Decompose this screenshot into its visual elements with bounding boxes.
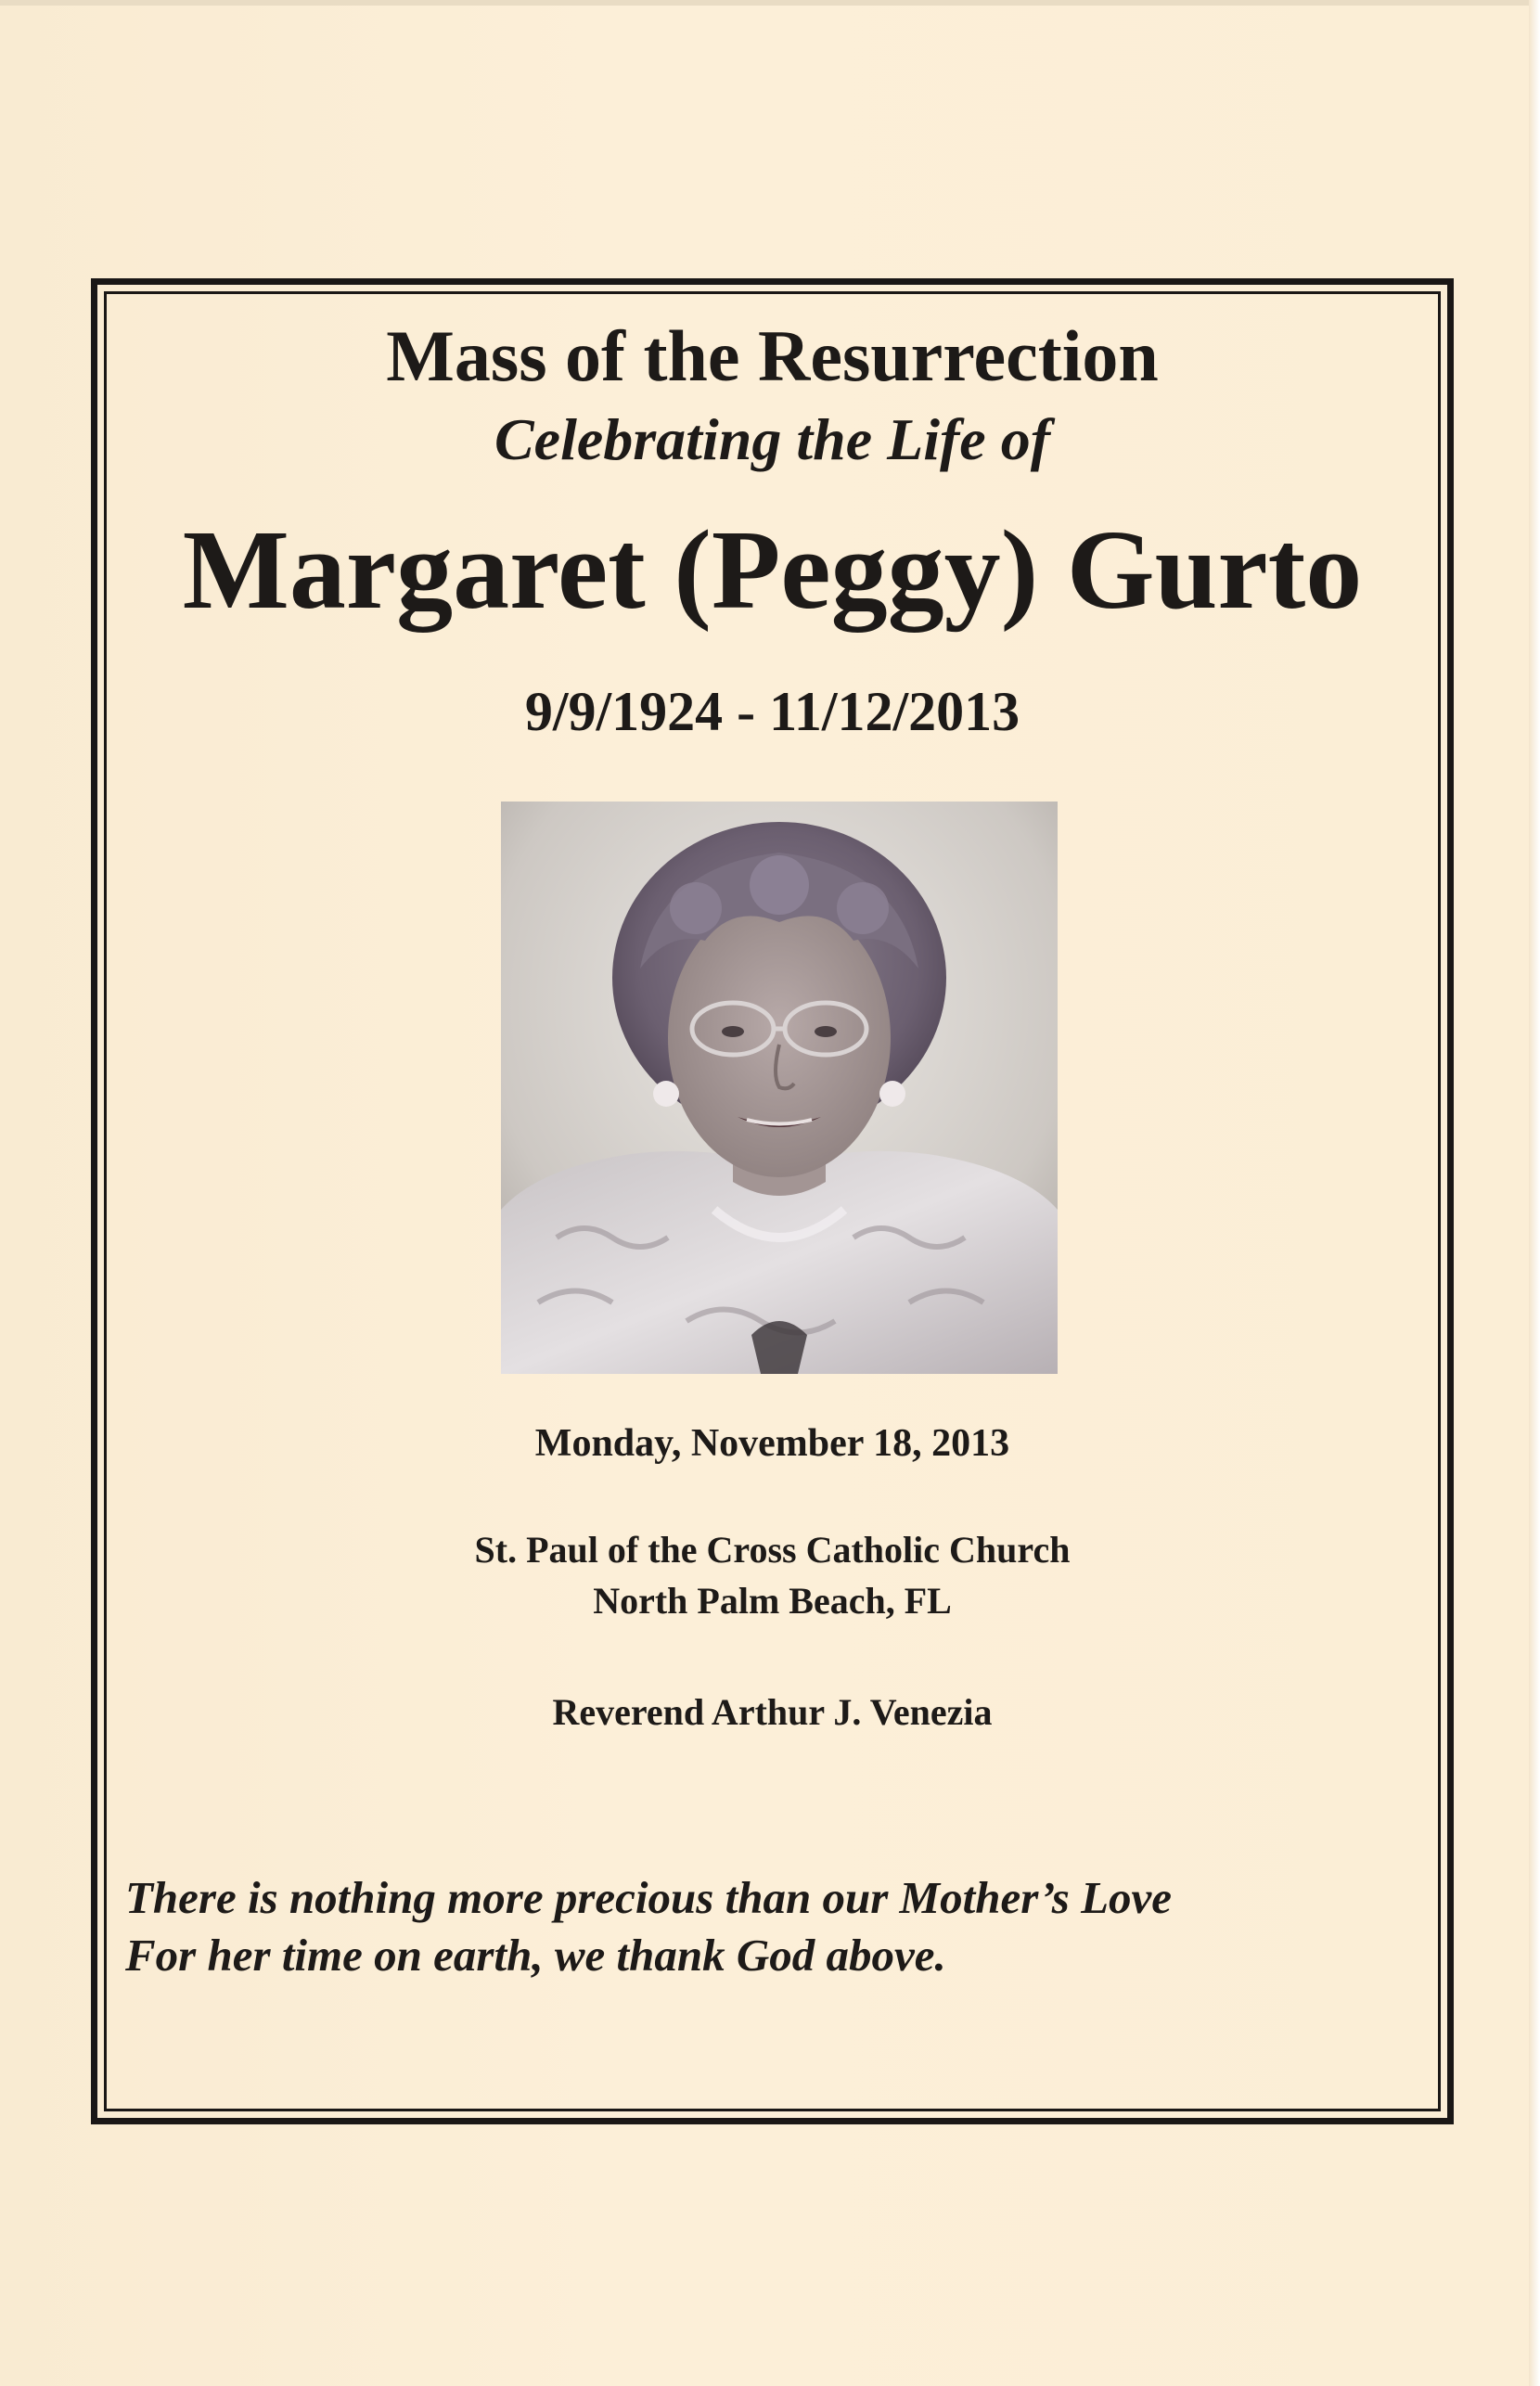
portrait-illustration (501, 802, 1058, 1374)
paper-top-edge (0, 0, 1540, 6)
paper-right-edge (1529, 0, 1540, 2386)
verse-line-1: There is nothing more precious than our Mother’s Love (125, 1872, 1173, 1923)
program-subtitle: Celebrating the Life of (494, 406, 1051, 472)
portrait-photo (501, 802, 1058, 1374)
verse-line-2: For her time on earth, we thank God above. (125, 1930, 946, 1981)
deceased-name: Margaret (Peggy) Gurto (182, 507, 1363, 633)
program-title: Mass of the Resurrection (386, 315, 1159, 396)
service-date: Monday, November 18, 2013 (534, 1422, 1010, 1465)
church-name: St. Paul of the Cross Catholic Church (474, 1529, 1071, 1571)
life-dates: 9/9/1924 - 11/12/2013 (524, 681, 1020, 742)
celebrant-name: Reverend Arthur J. Venezia (552, 1691, 993, 1733)
church-location: North Palm Beach, FL (593, 1580, 952, 1622)
program-content (107, 294, 1438, 2109)
